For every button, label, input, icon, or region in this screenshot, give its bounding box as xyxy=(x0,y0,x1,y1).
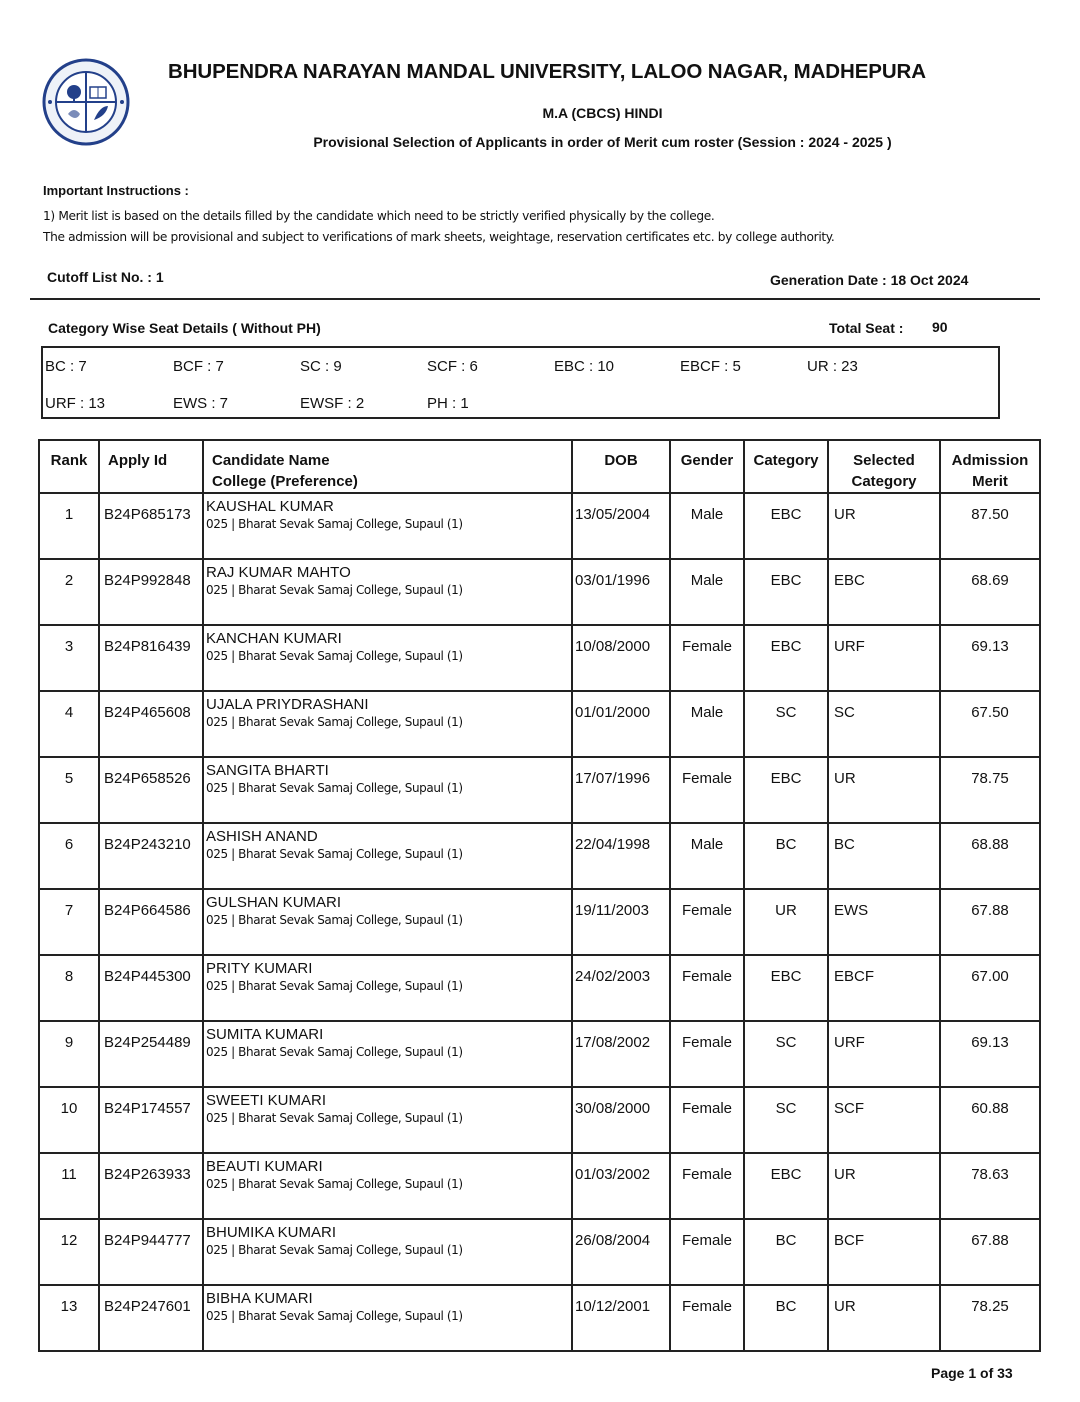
gender-cell: Female xyxy=(670,889,744,955)
selected-category-cell: BC xyxy=(828,823,940,889)
selected-category-cell: EBCF xyxy=(828,955,940,1021)
cutoff-list-number: Cutoff List No. : 1 xyxy=(47,269,164,285)
seat-item-bc: BC : 7 xyxy=(45,358,87,375)
college-preference: 025 | Bharat Sevak Samaj College, Supaul (1) xyxy=(206,649,463,663)
candidate-name: BHUMIKA KUMARI xyxy=(206,1224,337,1241)
admission-merit-cell: 78.25 xyxy=(940,1285,1040,1351)
table-row xyxy=(39,625,1040,691)
instructions-heading: Important Instructions : xyxy=(43,183,189,198)
seat-item-scf: SCF : 6 xyxy=(427,358,478,375)
candidate-name: BEAUTI KUMARI xyxy=(206,1158,323,1175)
table-row xyxy=(39,889,1040,955)
dob-cell: 22/04/1998 xyxy=(572,823,670,889)
gender-cell: Female xyxy=(670,757,744,823)
candidate-name: SANGITA BHARTI xyxy=(206,762,329,779)
seat-item-ebc: EBC : 10 xyxy=(554,358,615,375)
page-number: Page 1 of 33 xyxy=(931,1365,1013,1381)
rank-cell: 13 xyxy=(39,1285,99,1351)
header-selected-line1: Selected xyxy=(853,452,915,469)
gender-cell: Female xyxy=(670,1087,744,1153)
dob-cell: 17/08/2002 xyxy=(572,1021,670,1087)
dob-cell: 24/02/2003 xyxy=(572,955,670,1021)
header-admission-merit xyxy=(940,440,1040,493)
admission-merit-cell: 60.88 xyxy=(940,1087,1040,1153)
gender-cell: Female xyxy=(670,1021,744,1087)
seat-item-urf: URF : 13 xyxy=(45,395,106,412)
dob-cell: 01/03/2002 xyxy=(572,1153,670,1219)
rank-cell: 2 xyxy=(39,559,99,625)
candidate-cell xyxy=(203,1021,572,1087)
candidate-cell xyxy=(203,889,572,955)
category-cell: EBC xyxy=(744,625,828,691)
category-cell: BC xyxy=(744,823,828,889)
seat-item-ph: PH : 1 xyxy=(427,395,469,412)
category-cell: EBC xyxy=(744,757,828,823)
category-cell: SC xyxy=(744,1087,828,1153)
table-row xyxy=(39,1285,1040,1351)
candidate-cell xyxy=(203,493,572,559)
college-preference: 025 | Bharat Sevak Samaj College, Supaul (1) xyxy=(206,517,463,531)
instruction-line: 1) Merit list is based on the details filled by the candidate which need to be strictly verified physically by the college. xyxy=(43,209,715,223)
course-title: M.A (CBCS) HINDI xyxy=(542,105,663,121)
header-candidate-name-line1: Candidate Name xyxy=(212,452,330,469)
dob-cell: 17/07/1996 xyxy=(572,757,670,823)
dob-cell: 01/01/2000 xyxy=(572,691,670,757)
apply-id-cell: B24P816439 xyxy=(99,625,203,691)
candidate-cell xyxy=(203,1153,572,1219)
category-cell: UR xyxy=(744,889,828,955)
admission-merit-cell: 78.75 xyxy=(940,757,1040,823)
total-seat-label: Total Seat : xyxy=(829,320,904,336)
dob-cell: 19/11/2003 xyxy=(572,889,670,955)
selected-category-cell: UR xyxy=(828,493,940,559)
table-row xyxy=(39,559,1040,625)
admission-merit-cell: 68.88 xyxy=(940,823,1040,889)
apply-id-cell: B24P658526 xyxy=(99,757,203,823)
dob-cell: 30/08/2000 xyxy=(572,1087,670,1153)
apply-id-cell: B24P685173 xyxy=(99,493,203,559)
rank-cell: 6 xyxy=(39,823,99,889)
header-category: Category xyxy=(744,440,828,493)
instruction-line: The admission will be provisional and subject to verifications of mark sheets, weightage, reservation certificates etc. by college authority. xyxy=(43,230,835,244)
candidate-name: BIBHA KUMARI xyxy=(206,1290,313,1307)
gender-cell: Male xyxy=(670,823,744,889)
header-rank: Rank xyxy=(39,440,99,493)
university-title: BHUPENDRA NARAYAN MANDAL UNIVERSITY, LALOO NAGAR, MADHEPURA xyxy=(168,60,926,83)
admission-merit-cell: 67.00 xyxy=(940,955,1040,1021)
selected-category-cell: EWS xyxy=(828,889,940,955)
admission-merit-cell: 67.50 xyxy=(940,691,1040,757)
category-cell: EBC xyxy=(744,493,828,559)
table-header-row xyxy=(39,440,1040,493)
header-dob: DOB xyxy=(572,440,670,493)
rank-cell: 1 xyxy=(39,493,99,559)
rank-cell: 5 xyxy=(39,757,99,823)
table-row xyxy=(39,757,1040,823)
header-merit-line1: Admission xyxy=(951,452,1029,469)
candidate-cell xyxy=(203,1219,572,1285)
gender-cell: Male xyxy=(670,691,744,757)
apply-id-cell: B24P247601 xyxy=(99,1285,203,1351)
gender-cell: Male xyxy=(670,493,744,559)
apply-id-cell: B24P174557 xyxy=(99,1087,203,1153)
candidate-cell xyxy=(203,691,572,757)
college-preference: 025 | Bharat Sevak Samaj College, Supaul (1) xyxy=(206,781,463,795)
category-cell: SC xyxy=(744,691,828,757)
university-emblem-icon xyxy=(40,58,132,146)
gender-cell: Female xyxy=(670,625,744,691)
header-candidate-name xyxy=(203,440,572,493)
candidate-cell xyxy=(203,559,572,625)
apply-id-cell: B24P254489 xyxy=(99,1021,203,1087)
selected-category-cell: UR xyxy=(828,1285,940,1351)
category-cell: BC xyxy=(744,1219,828,1285)
apply-id-cell: B24P944777 xyxy=(99,1219,203,1285)
seat-item-ewsf: EWSF : 2 xyxy=(300,395,365,412)
admission-merit-cell: 69.13 xyxy=(940,1021,1040,1087)
selected-category-cell: SC xyxy=(828,691,940,757)
category-cell: EBC xyxy=(744,1153,828,1219)
selected-category-cell: EBC xyxy=(828,559,940,625)
college-preference: 025 | Bharat Sevak Samaj College, Supaul (1) xyxy=(206,1177,463,1191)
admission-merit-cell: 78.63 xyxy=(940,1153,1040,1219)
dob-cell: 13/05/2004 xyxy=(572,493,670,559)
selected-category-cell: URF xyxy=(828,1021,940,1087)
apply-id-cell: B24P992848 xyxy=(99,559,203,625)
selected-category-cell: BCF xyxy=(828,1219,940,1285)
gender-cell: Female xyxy=(670,1153,744,1219)
college-preference: 025 | Bharat Sevak Samaj College, Supaul (1) xyxy=(206,1243,463,1257)
rank-cell: 12 xyxy=(39,1219,99,1285)
college-preference: 025 | Bharat Sevak Samaj College, Supaul (1) xyxy=(206,913,463,927)
candidate-name: ASHISH ANAND xyxy=(206,828,318,845)
college-preference: 025 | Bharat Sevak Samaj College, Supaul (1) xyxy=(206,1309,463,1323)
admission-merit-cell: 67.88 xyxy=(940,1219,1040,1285)
rank-cell: 10 xyxy=(39,1087,99,1153)
seat-item-ur: UR : 23 xyxy=(807,358,858,375)
table-row xyxy=(39,1219,1040,1285)
gender-cell: Male xyxy=(670,559,744,625)
category-cell: EBC xyxy=(744,559,828,625)
candidate-cell xyxy=(203,757,572,823)
header-apply-id: Apply Id xyxy=(99,440,203,493)
merit-list-table xyxy=(38,439,1041,1352)
seat-item-bcf: BCF : 7 xyxy=(173,358,224,375)
college-preference: 025 | Bharat Sevak Samaj College, Supaul (1) xyxy=(206,1045,463,1059)
seat-item-ews: EWS : 7 xyxy=(173,395,229,412)
category-cell: BC xyxy=(744,1285,828,1351)
seat-details-heading: Category Wise Seat Details ( Without PH) xyxy=(48,320,321,336)
rank-cell: 7 xyxy=(39,889,99,955)
candidate-cell xyxy=(203,955,572,1021)
gender-cell: Female xyxy=(670,1219,744,1285)
generation-date: Generation Date : 18 Oct 2024 xyxy=(770,272,969,288)
header-merit-line2: Merit xyxy=(972,473,1008,490)
candidate-name: RAJ KUMAR MAHTO xyxy=(206,564,351,581)
admission-merit-cell: 68.69 xyxy=(940,559,1040,625)
rank-cell: 8 xyxy=(39,955,99,1021)
table-row xyxy=(39,823,1040,889)
dob-cell: 03/01/1996 xyxy=(572,559,670,625)
table-row xyxy=(39,1153,1040,1219)
rank-cell: 11 xyxy=(39,1153,99,1219)
total-seat-value: 90 xyxy=(932,319,948,335)
candidate-cell xyxy=(203,1285,572,1351)
apply-id-cell: B24P243210 xyxy=(99,823,203,889)
table-row xyxy=(39,1021,1040,1087)
candidate-name: SWEETI KUMARI xyxy=(206,1092,327,1109)
candidate-cell xyxy=(203,1087,572,1153)
header-selected-line2: Category xyxy=(851,473,917,490)
seat-item-ebcf: EBCF : 5 xyxy=(680,358,741,375)
apply-id-cell: B24P465608 xyxy=(99,691,203,757)
divider xyxy=(30,298,1040,300)
candidate-name: GULSHAN KUMARI xyxy=(206,894,342,911)
candidate-cell xyxy=(203,625,572,691)
selected-category-cell: SCF xyxy=(828,1087,940,1153)
dob-cell: 10/12/2001 xyxy=(572,1285,670,1351)
candidate-name: KANCHAN KUMARI xyxy=(206,630,342,647)
apply-id-cell: B24P445300 xyxy=(99,955,203,1021)
admission-merit-cell: 69.13 xyxy=(940,625,1040,691)
candidate-name: KAUSHAL KUMAR xyxy=(206,498,334,515)
gender-cell: Female xyxy=(670,1285,744,1351)
admission-merit-cell: 67.88 xyxy=(940,889,1040,955)
candidate-cell xyxy=(203,823,572,889)
selected-category-cell: UR xyxy=(828,757,940,823)
college-preference: 025 | Bharat Sevak Samaj College, Supaul (1) xyxy=(206,979,463,993)
category-cell: EBC xyxy=(744,955,828,1021)
header-selected-category xyxy=(828,440,940,493)
college-preference: 025 | Bharat Sevak Samaj College, Supaul (1) xyxy=(206,1111,463,1125)
candidate-name: SUMITA KUMARI xyxy=(206,1026,324,1043)
college-preference: 025 | Bharat Sevak Samaj College, Supaul (1) xyxy=(206,715,463,729)
candidate-name: PRITY KUMARI xyxy=(206,960,313,977)
rank-cell: 9 xyxy=(39,1021,99,1087)
header-gender: Gender xyxy=(670,440,744,493)
document-subtitle: Provisional Selection of Applicants in order of Merit cum roster (Session : 2024 - 2025 ) xyxy=(313,134,892,150)
dob-cell: 26/08/2004 xyxy=(572,1219,670,1285)
dob-cell: 10/08/2000 xyxy=(572,625,670,691)
selected-category-cell: URF xyxy=(828,625,940,691)
table-row xyxy=(39,691,1040,757)
seat-item-sc: SC : 9 xyxy=(300,358,342,375)
header-candidate-name-line2: College (Preference) xyxy=(212,473,358,490)
table-row xyxy=(39,1087,1040,1153)
college-preference: 025 | Bharat Sevak Samaj College, Supaul (1) xyxy=(206,583,463,597)
table-row xyxy=(39,955,1040,1021)
seat-details-box xyxy=(41,346,1000,419)
category-cell: SC xyxy=(744,1021,828,1087)
rank-cell: 3 xyxy=(39,625,99,691)
candidate-name: UJALA PRIYDRASHANI xyxy=(206,696,369,713)
admission-merit-cell: 87.50 xyxy=(940,493,1040,559)
rank-cell: 4 xyxy=(39,691,99,757)
selected-category-cell: UR xyxy=(828,1153,940,1219)
table-row xyxy=(39,493,1040,559)
college-preference: 025 | Bharat Sevak Samaj College, Supaul (1) xyxy=(206,847,463,861)
gender-cell: Female xyxy=(670,955,744,1021)
apply-id-cell: B24P664586 xyxy=(99,889,203,955)
apply-id-cell: B24P263933 xyxy=(99,1153,203,1219)
